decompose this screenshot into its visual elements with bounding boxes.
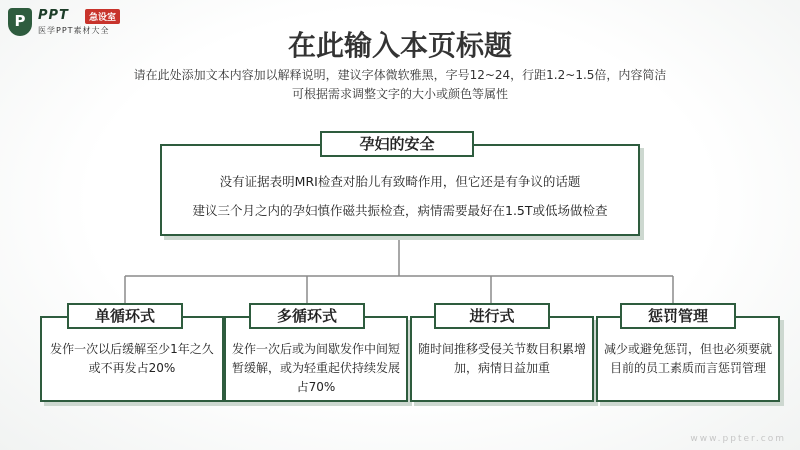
card-label-progressive: 进行式 bbox=[434, 303, 550, 329]
card-label-punishment: 惩罚管理 bbox=[620, 303, 736, 329]
card-text: 减少或避免惩罚，但也必须要就目前的员工素质而言惩罚管理 bbox=[604, 342, 773, 375]
main-box bbox=[160, 144, 640, 236]
logo-brand: PPT bbox=[38, 8, 69, 23]
description-line-1: 请在此处添加文本内容加以解释说明，建议字体微软雅黑，字号12~24，行距1.2~1.5倍，内容简洁 bbox=[133, 68, 667, 82]
page-title: 在此输入本页标题 bbox=[287, 29, 512, 62]
card-text: 随时间推移受侵关节数目积累增加，病情日益加重 bbox=[418, 342, 587, 375]
description-line-2: 可根据需求调整文字的大小或颜色等属性 bbox=[291, 87, 508, 101]
logo-tag: 急设室 bbox=[85, 9, 120, 24]
logo-subtitle: 医学PPT素材大全 bbox=[38, 26, 110, 35]
card-label-multi-cycle: 多循环式 bbox=[249, 303, 365, 329]
card-text: 发作一次以后缓解至少1年之久或不再发占20% bbox=[50, 342, 214, 375]
main-label: 孕妇的安全 bbox=[320, 131, 474, 157]
watermark: www.ppter.com bbox=[690, 434, 786, 444]
card-label-single-cycle: 单循环式 bbox=[67, 303, 183, 329]
main-text-line-2: 建议三个月之内的孕妇慎作磁共振检查，病情需要最好在1.5T或低场做检查 bbox=[192, 203, 608, 218]
logo-shield-icon: P bbox=[8, 8, 32, 36]
card-text: 发作一次后或为间歇发作中间短暂缓解，或为轻重起伏持续发展占70% bbox=[232, 342, 401, 394]
main-text-line-1: 没有证据表明MRI检查对胎儿有致畸作用，但它还是有争议的话题 bbox=[219, 174, 581, 189]
